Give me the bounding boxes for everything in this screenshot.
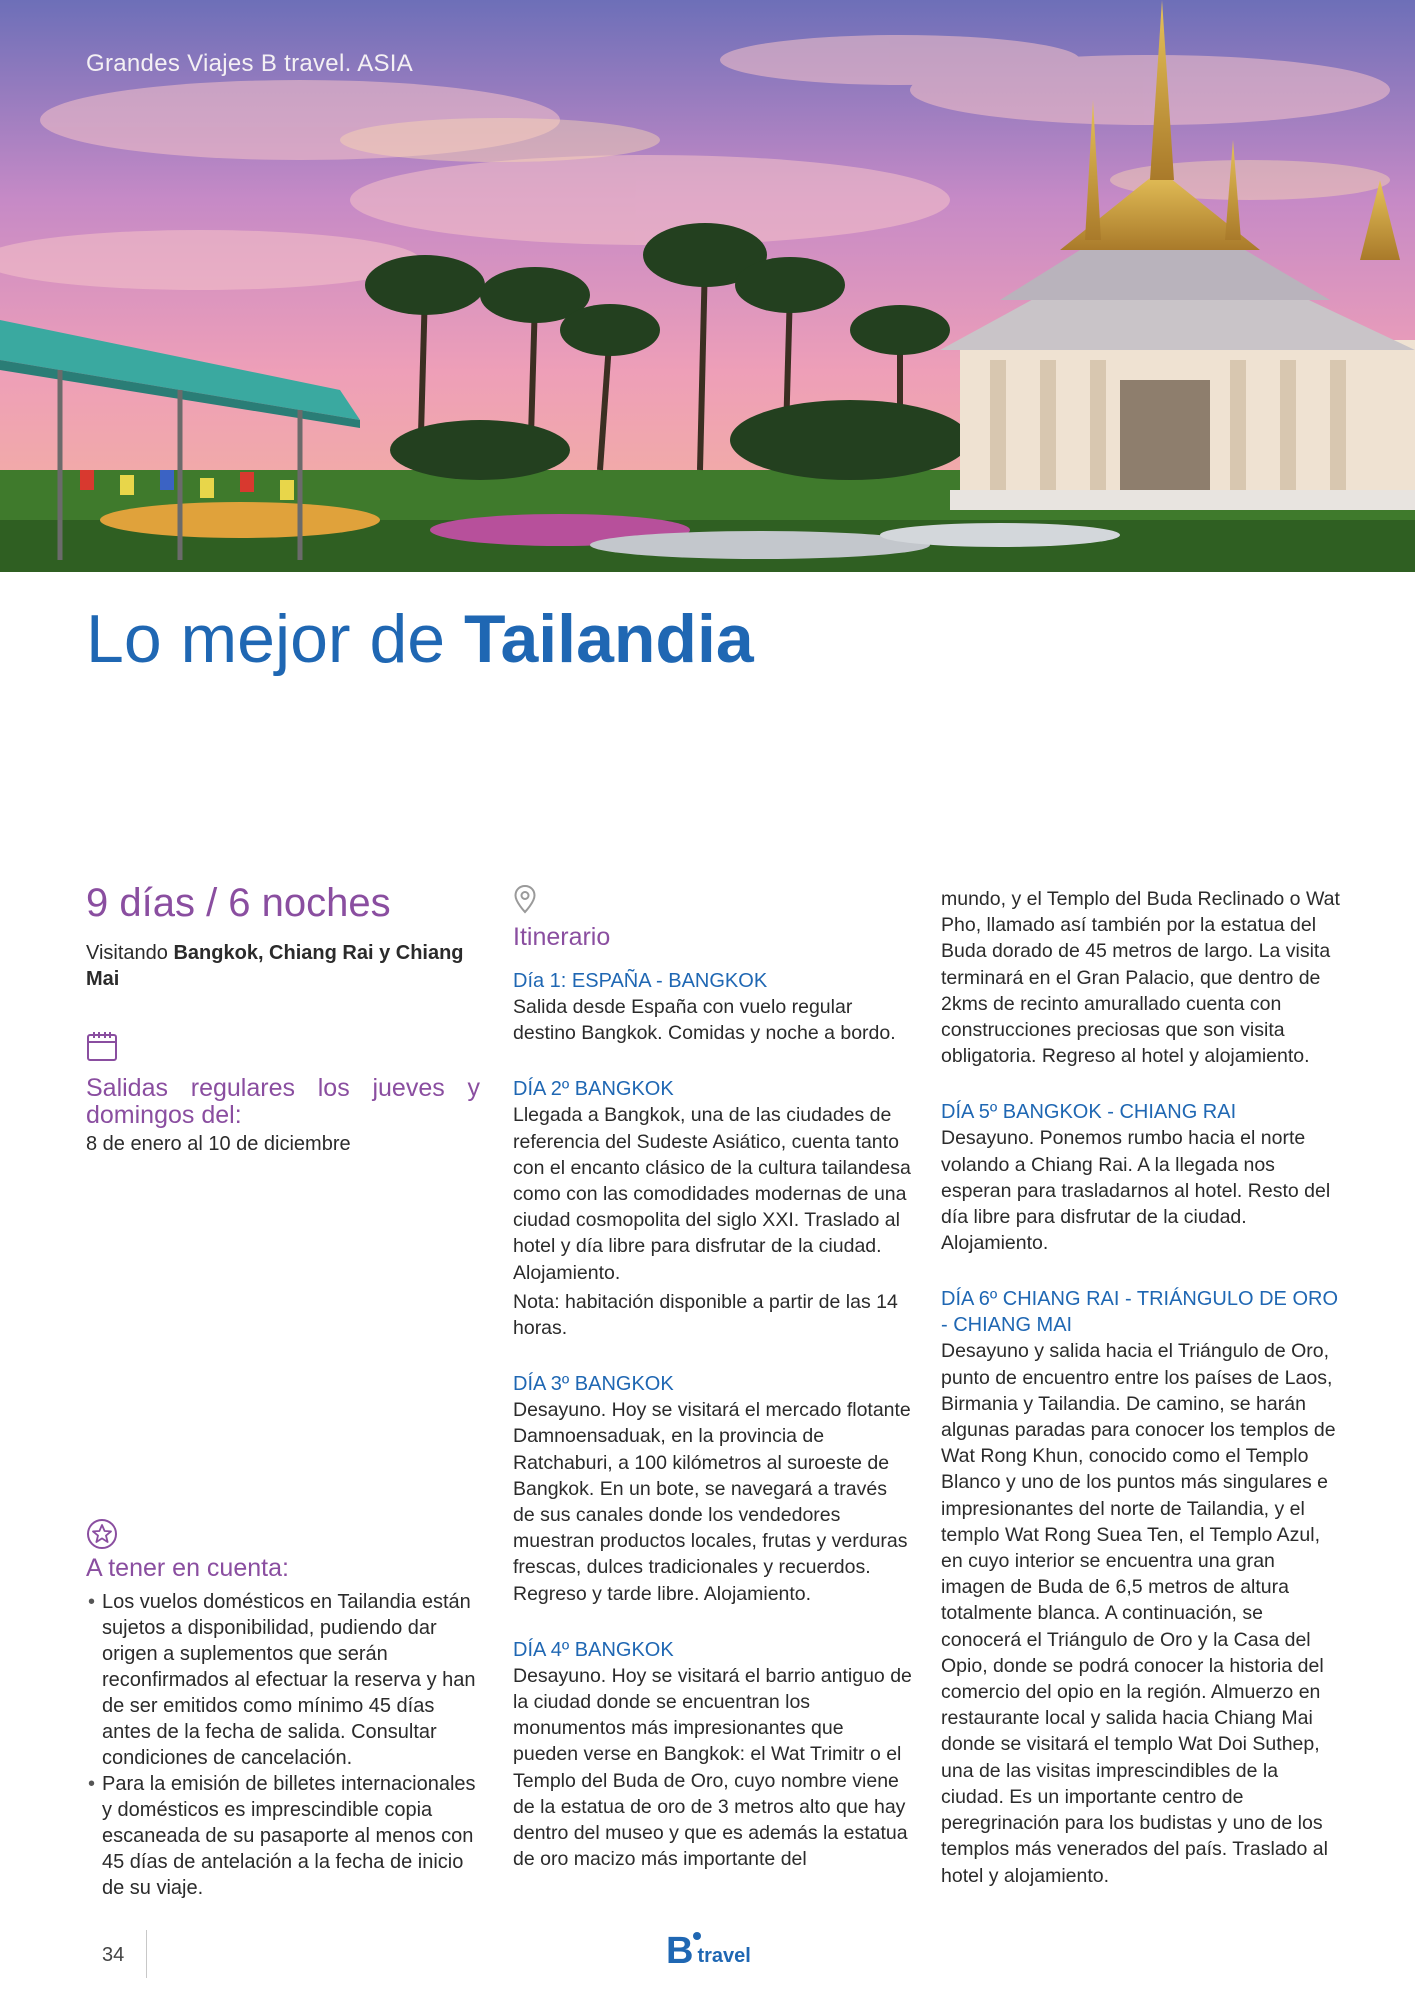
departures-title: Salidas regulares los jueves y domingos del: xyxy=(86,1074,480,1129)
footer-divider xyxy=(146,1930,147,1978)
itinerary-day xyxy=(513,1076,913,1341)
day-note: Nota: habitación disponible a partir de las 14 horas. xyxy=(513,1290,898,1340)
day-text: Desayuno y salida hacia el Triángulo de Oro, punto de encuentro entre los países de Laos, Birmania y Tailandia. De camino, se harán algunas paradas para conocer los templos de Wat Rong Khun, conocido como el Templo Blanco y uno de los puntos más singulares e impresionantes del norte de Tailandia, y el templo Wat Rong Suea Ten, el Templo Azul, en cuyo interior se encuentra una gran imagen de Buda de 6,5 metros de altura totalmente blanca. A continuación, se conocerá el Triángulo de Oro y la Casa del Opio, donde se podrá conocer la historia del comercio del opio en la región. Almuerzo en restaurante local y salida hacia Chiang Mai donde se visitará el templo Wat Doi Suthep, una de las visitas imprescindibles de la ciudad. Es un importante centro de peregrinación para los budistas y uno de los templos más venerados del país. Traslado al hotel y alojamiento. xyxy=(941,1340,1336,1887)
logo-word: travel xyxy=(697,1945,751,1967)
logo-letter: B xyxy=(666,1932,693,1970)
notes-title: A tener en cuenta: xyxy=(86,1554,289,1582)
itinerary-column-1 xyxy=(513,884,913,1902)
day-title: DÍA 3º BANGKOK xyxy=(513,1373,674,1396)
itinerary-day xyxy=(513,1637,913,1873)
hero-image xyxy=(0,0,1415,572)
visiting-places: Bangkok, Chiang Rai y Chiang Mai xyxy=(86,942,464,990)
section-label: Grandes Viajes B travel. ASIA xyxy=(86,50,414,77)
itinerary-day-continued xyxy=(941,886,1341,1069)
visiting-prefix: Visitando xyxy=(86,942,174,964)
day-text: mundo, y el Templo del Buda Reclinado o Wat Pho, llamado así también por la estatua del Buda dorado de 45 metros de largo. La visita terminará en el Gran Palacio, que dentro de 2kms de recinto amurallado cuenta con construcciones preciosas que son visita obligatoria. Regreso al hotel y alojamiento. xyxy=(941,888,1340,1068)
notes-list xyxy=(86,1589,486,1901)
notes-block xyxy=(86,1518,486,1901)
day-text: Desayuno. Hoy se visitará el barrio antiguo de la ciudad donde se encuentran los monumentos más impresionantes que pueden verse en Bangkok: el Wat Trimitr o el Templo del Buda de Oro, cuyo nombre viene de la estatua de oro de 3 metros alto que hay dentro del museo y que es además la estatua de oro macizo más importante del xyxy=(513,1664,912,1871)
itinerary-day xyxy=(513,1371,913,1607)
itinerary-day xyxy=(941,1286,1341,1888)
itinerary-heading: Itinerario xyxy=(513,923,611,951)
day-text: Salida desde España con vuelo regular destino Bangkok. Comidas y noche a bordo. xyxy=(513,996,896,1045)
day-title: DÍA 6º CHIANG RAI - TRIÁNGULO DE ORO - CHIANG MAI xyxy=(941,1288,1339,1337)
day-title: DÍA 4º BANGKOK xyxy=(513,1638,674,1661)
star-icon xyxy=(86,1518,118,1550)
calendar-icon xyxy=(86,1030,118,1062)
temple-sunset-photo xyxy=(0,0,1415,572)
itinerary-column-2 xyxy=(941,886,1341,1919)
day-text: Llegada a Bangkok, una de las ciudades de referencia del Sudeste Asiático, cuenta tanto con el encanto clásico de la cultura tailandesa como con las comodidades modernas de una ciudad cosmopolita del siglo XXI. Traslado al hotel y día libre para disfrutar de la ciudad. Alojamiento. xyxy=(513,1104,911,1284)
title-light: Lo mejor de xyxy=(86,601,464,677)
title-bold: Tailandia xyxy=(463,601,754,677)
itinerary-day xyxy=(941,1099,1341,1256)
day-title: DÍA 5º BANGKOK - CHIANG RAI xyxy=(941,1101,1237,1124)
location-pin-icon xyxy=(513,884,537,914)
day-text: Desayuno. Hoy se visitará el mercado flotante Damnoensaduak, en la provincia de Ratchaburi, a 100 kilómetros al suroeste de Bangkok. En un bote, se navegará a través de sus canales donde los vendedores muestran productos locales, frutas y verduras frescas, dulces tradicionales y recuerdos. Regreso y tarde libre. Alojamiento. xyxy=(513,1399,911,1605)
day-text: Desayuno. Ponemos rumbo hacia el norte volando a Chiang Rai. A la llegada nos esperan para trasladarnos al hotel. Resto del día libre para disfrutar de la ciudad. Alojamiento. xyxy=(941,1127,1331,1255)
departures-block xyxy=(86,1075,480,1157)
trip-duration: 9 días / 6 noches xyxy=(86,881,391,925)
itinerary-day xyxy=(513,968,913,1046)
btravel-logo xyxy=(666,1932,751,1970)
page-title xyxy=(86,600,754,678)
page-number: 34 xyxy=(102,1944,125,1966)
departures-dates: 8 de enero al 10 de diciembre xyxy=(86,1133,351,1155)
day-title: Día 1: ESPAÑA - BANGKOK xyxy=(513,970,768,992)
day-title: DÍA 2º BANGKOK xyxy=(513,1078,674,1101)
logo-dot-icon xyxy=(693,1932,701,1940)
visiting-text xyxy=(86,940,480,992)
note-item: • Los vuelos domésticos en Tailandia están sujetos a disponibilidad, pudiendo dar origen a suplementos que serán reconfirmados al efectuar la reserva y han de ser emitidos como mínimo 45 días antes de la fecha de salida. Consultar condiciones de cancelación. xyxy=(86,1589,486,1771)
note-item: • Para la emisión de billetes internacionales y domésticos es imprescindible copia escaneada de su pasaporte al menos con 45 días de antelación a la fecha de inicio de su viaje. xyxy=(86,1771,486,1901)
trip-summary xyxy=(86,880,480,1155)
